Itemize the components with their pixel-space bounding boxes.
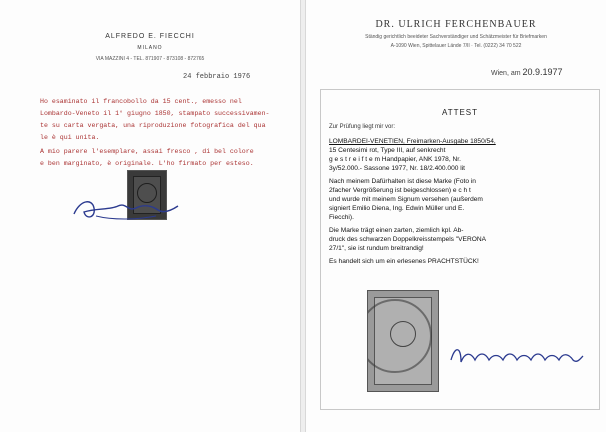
attest-line: 2facher Vergrößerung ist beigeschlossen) e c h t xyxy=(329,187,471,194)
certificate-date xyxy=(491,67,563,77)
body-line: te su carta vergata, una riproduzione fotografica del qua xyxy=(40,122,266,129)
body-line: Lombardo-Veneto il 1° giugno 1850, stampato successivamen- xyxy=(40,110,270,117)
attest-line: Nach meinem Dafürhalten ist diese Marke (Foto in xyxy=(329,178,476,185)
attest-line: Fiecchi). xyxy=(329,214,354,221)
ferchenbauer-certificate xyxy=(305,0,606,432)
date-value: 20.9.1977 xyxy=(522,67,563,77)
stamp-photo xyxy=(367,290,439,392)
attest-line: 15 Centesimi rot, Type III, auf senkrecht xyxy=(329,147,446,154)
attest-line: g e s t r e i f t e m Handpapier, ANK 1978, Nr. xyxy=(329,156,461,163)
attest-line: 27/1", sie ist rundum breitrandig! xyxy=(329,245,424,252)
expert-address: A-1090 Wien, Spittelauer Lände 7/II · Tel. (0222) 34 70 522 xyxy=(390,43,522,49)
attest-title: ATTEST xyxy=(441,108,479,117)
attest-line: und wurde mit meinem Signum versehen (außerdem xyxy=(329,196,483,203)
expert-subtitle: Ständig gerichtlich beeideter Sachverständiger und Schätzmeister für Briefmarken xyxy=(365,34,547,40)
date-label: Wien, am xyxy=(491,70,521,77)
attest-line: Es handelt sich um ein erlesenes PRACHTSTÜCK! xyxy=(329,258,479,265)
fiecchi-signature xyxy=(66,190,186,230)
expert-name: DR. ULRICH FERCHENBAUER xyxy=(375,19,537,30)
attest-line: LOMBARDEI-VENETIEN, Freimarken-Ausgabe 1850/54, xyxy=(329,138,496,145)
expert-city: MILANO xyxy=(137,45,163,51)
body-line: A mio parere l'esemplare, assai fresco , di bel colore xyxy=(40,148,254,155)
body-line: e ben marginato, è originale. L'ho firmato per esteso. xyxy=(40,160,254,167)
attest-line: Die Marke trägt einen zarten, ziemlich kpl. Ab- xyxy=(329,227,464,234)
attest-line: signiert Emilio Diena, Ing. Edwin Müller und E. xyxy=(329,205,465,212)
fiecchi-certificate xyxy=(0,0,301,432)
body-line: Ho esaminato il francobollo da 15 cent., emesso nel xyxy=(40,98,242,105)
body-line: le è qui unita. xyxy=(40,134,100,141)
expert-name: ALFREDO E. FIECCHI xyxy=(105,33,195,40)
attest-intro: Zur Prüfung liegt mir vor: xyxy=(329,124,396,130)
attest-line: 3y/52.000.- Sassone 1977, Nr. 18/2.400.000 lit xyxy=(329,165,465,172)
certificate-date: 24 febbraio 1976 xyxy=(183,73,251,81)
attest-box xyxy=(320,89,600,410)
ferchenbauer-signature xyxy=(447,338,587,378)
expert-address: VIA MAZZINI 4 - TEL. 871907 - 873108 - 872765 xyxy=(95,56,205,62)
attest-line: druck des schwarzen Doppelkreisstempels "VERONA xyxy=(329,236,486,243)
